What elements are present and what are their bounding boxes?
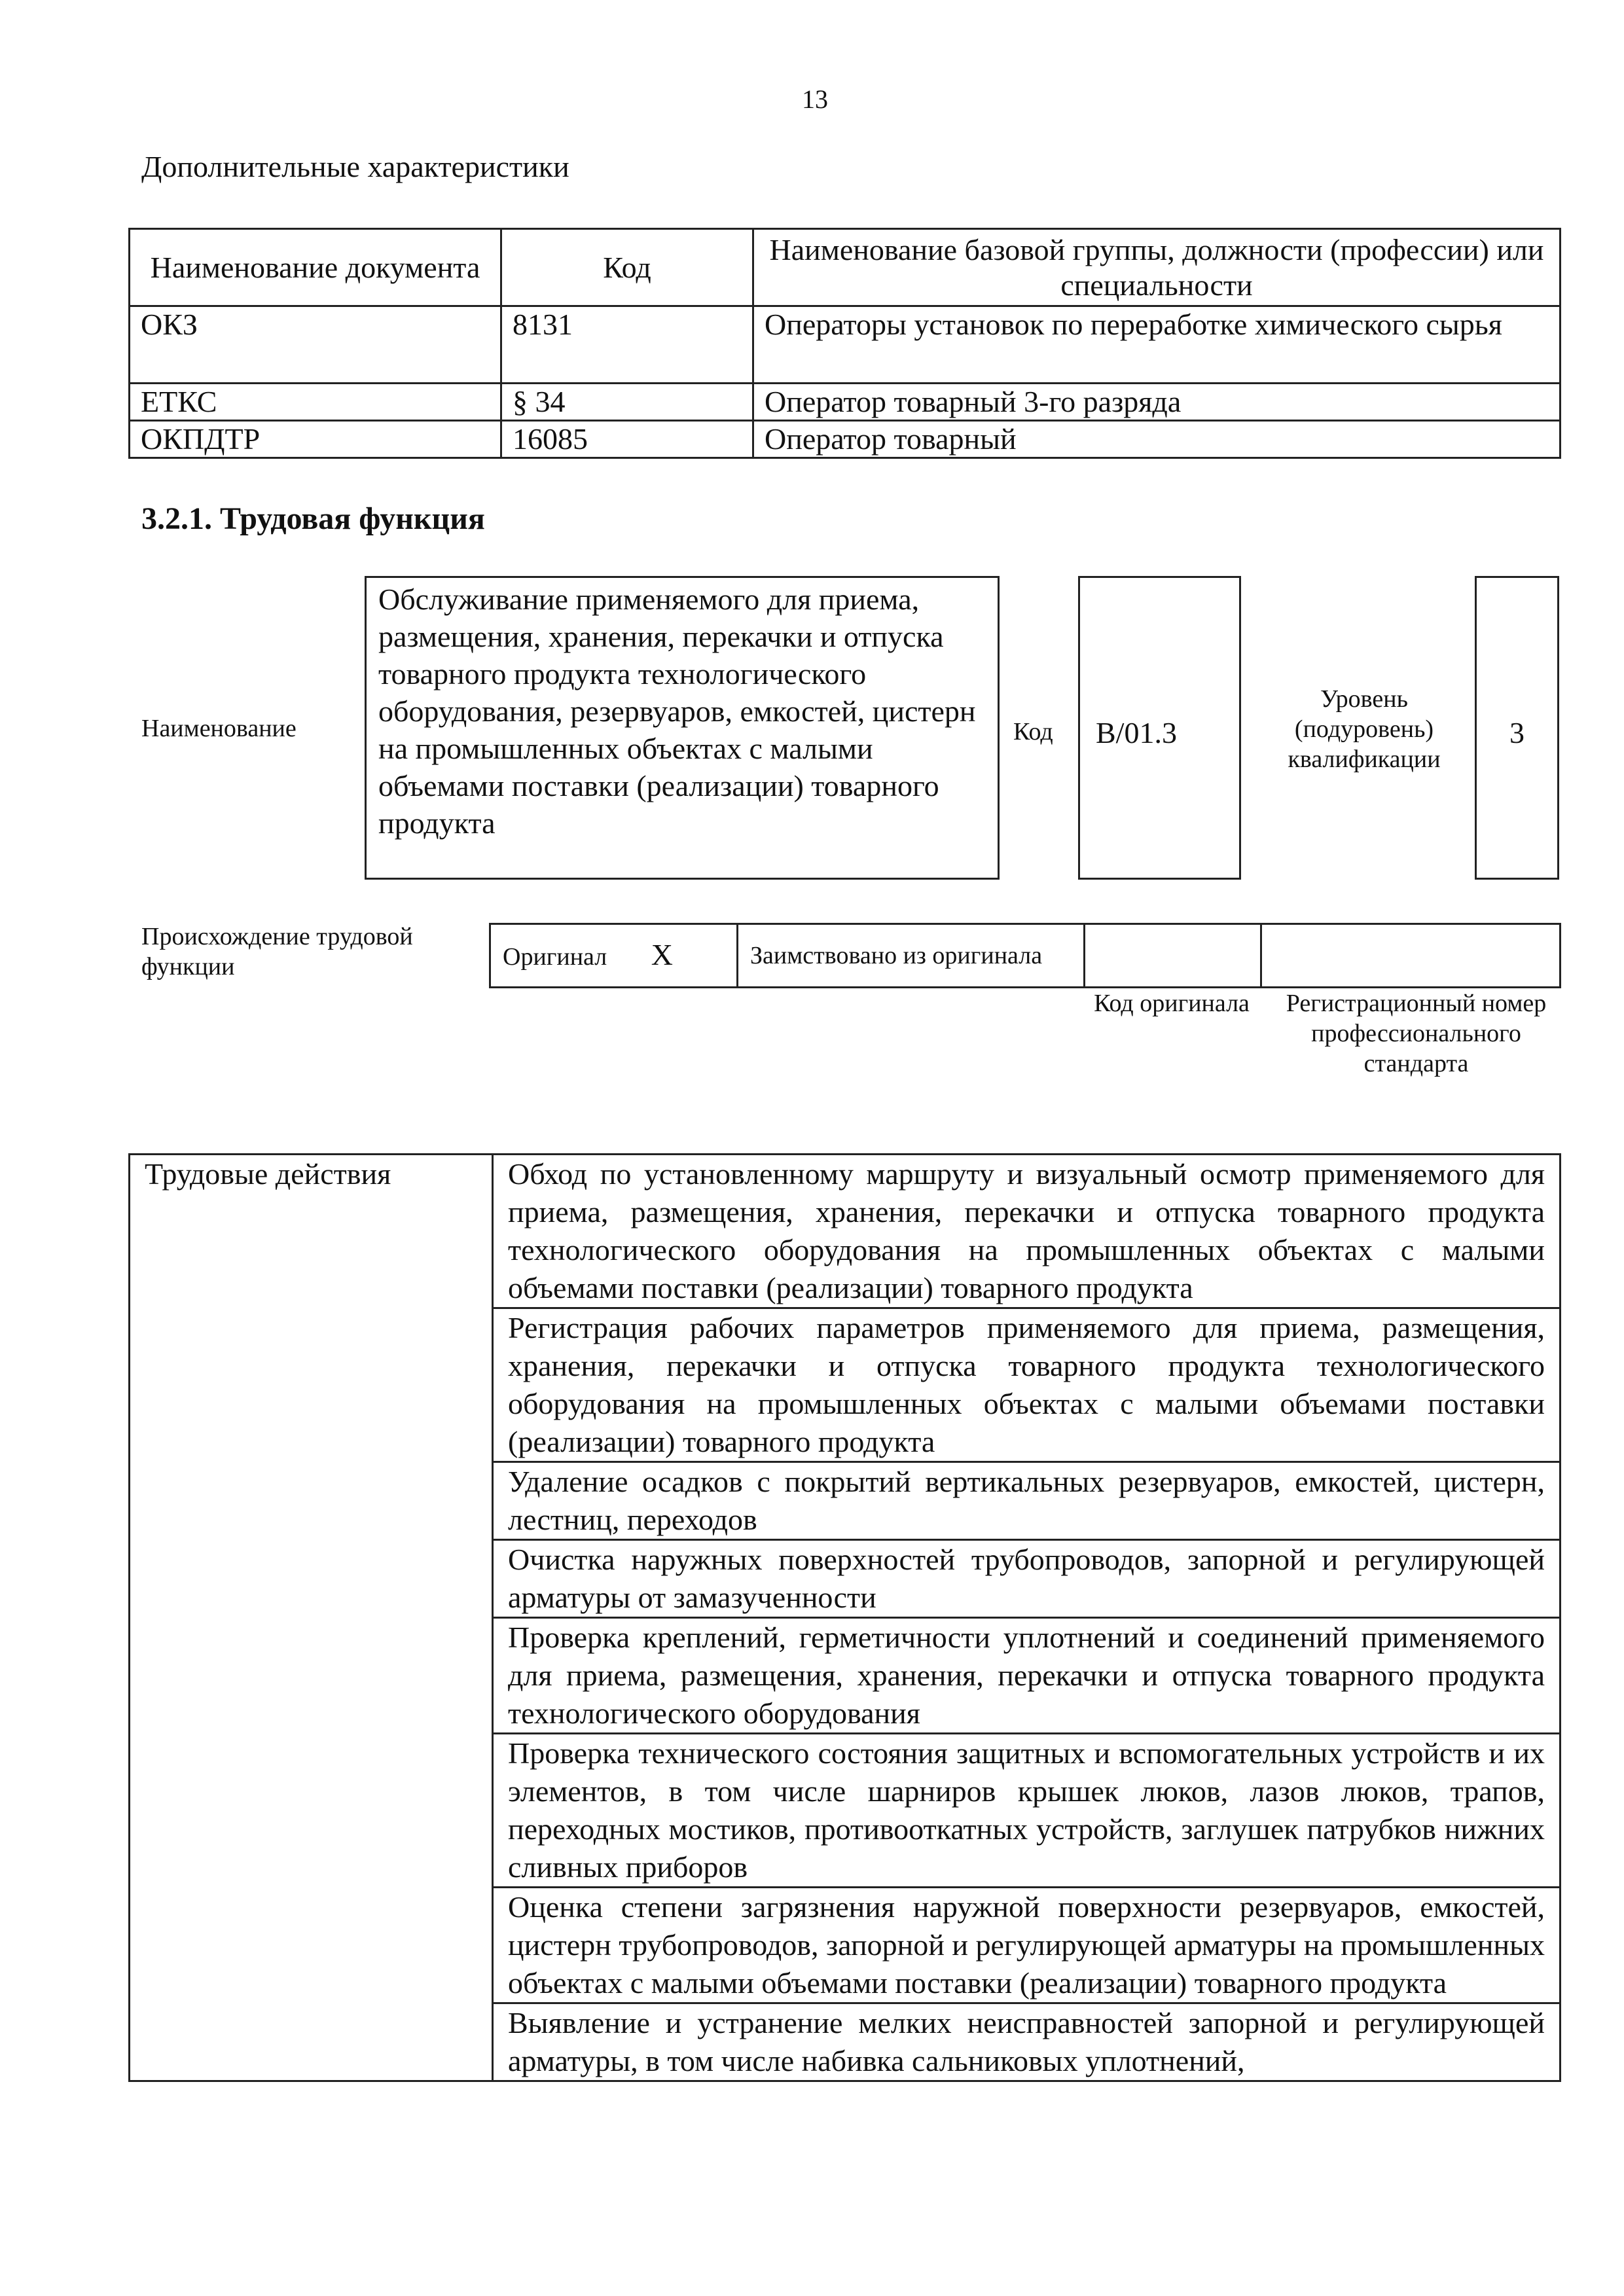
original-cell [490,924,738,988]
header-document: Наименование документа [130,229,501,306]
page-number: 13 [802,84,828,114]
table-row [130,1155,1561,1308]
code-label: Код [1013,718,1053,745]
origin-table [489,923,1561,988]
labor-action-item: Удаление осадков с покрытий вертикальных резервуаров, емкостей, цистерн, лестниц, переходов [493,1462,1561,1540]
labor-function-heading: 3.2.1. Трудовая функция [141,501,485,536]
function-name-value: Обслуживание применяемого для приема, размещения, хранения, перекачки и отпуска товарного продукта технологического оборудования, резервуаров, емкостей, цистерн на промышленных объектах с малыми объемами поставки (реализации) товарного продукта [378,583,976,840]
labor-action-item: Проверка технического состояния защитных и вспомогательных устройств и их элементов, в том числе шарниров крышек люков, лазов люков, трапов, переходных мостиков, противооткатных устройств, заглушек патрубков нижних сливных приборов [493,1734,1561,1888]
borrowed-cell: Заимствовано из оригинала [738,924,1085,988]
labor-action-item: Оценка степени загрязнения наружной поверхности резервуаров, емкостей, цистерн трубопроводов, запорной и регулирующей арматуры на промышленных объектах с малыми объемами поставки (реализации) товарного продукта [493,1888,1561,2003]
labor-action-item: Проверка креплений, герметичности уплотнений и соединений применяемого для приема, размещения, хранения, перекачки и отпуска товарного продукта технологического оборудования [493,1618,1561,1734]
labor-actions-label: Трудовые действия [130,1155,493,2081]
table-row: ОКЗ 8131 Операторы установок по переработке химического сырья [130,306,1561,384]
code-value: B/01.3 [1096,716,1177,749]
name-label: Наименование [141,715,297,742]
labor-action-item: Очистка наружных поверхностей трубопроводов, запорной и регулирующей арматуры от замазученности [493,1540,1561,1618]
code-original-cell [1085,924,1261,988]
table-row: ОКПДТР 16085 Оператор товарный [130,421,1561,458]
reg-number-caption: Регистрационный номер профессионального стандарта [1286,990,1547,1077]
origin-label: Происхождение трудовой функции [141,923,413,980]
additional-characteristics-table [128,228,1561,459]
original-label: Оригинал [503,942,607,971]
level-value: 3 [1509,716,1525,749]
labor-actions-table [128,1153,1561,2082]
original-mark: X [651,937,673,971]
reg-number-cell [1261,924,1561,988]
header-code: Код [501,229,753,306]
table-row: ЕТКС § 34 Оператор товарный 3-го разряда [130,384,1561,421]
code-box [1078,576,1241,880]
level-label: Уровень (подуровень) квалификации [1288,685,1441,773]
labor-action-item: Выявление и устранение мелких неисправностей запорной и регулирующей арматуры, в том числе набивка сальниковых уплотнений, [493,2003,1561,2081]
level-box [1475,576,1559,880]
function-name-box [365,576,1000,880]
additional-characteristics-heading: Дополнительные характеристики [141,150,569,183]
labor-action-item: Обход по установленному маршруту и визуальный осмотр применяемого для приема, размещения, хранения, перекачки и отпуска товарного продукта технологического оборудования на промышленных объектах с малыми объемами поставки (реализации) товарного продукта [493,1155,1561,1308]
labor-action-item: Регистрация рабочих параметров применяемого для приема, размещения, хранения, перекачки и отпуска товарного продукта технологического оборудования на промышленных объектах с малыми объемами поставки (реализации) товарного продукта [493,1308,1561,1462]
code-original-caption: Код оригинала [1094,990,1250,1017]
header-group: Наименование базовой группы, должности (профессии) или специальности [753,229,1561,306]
